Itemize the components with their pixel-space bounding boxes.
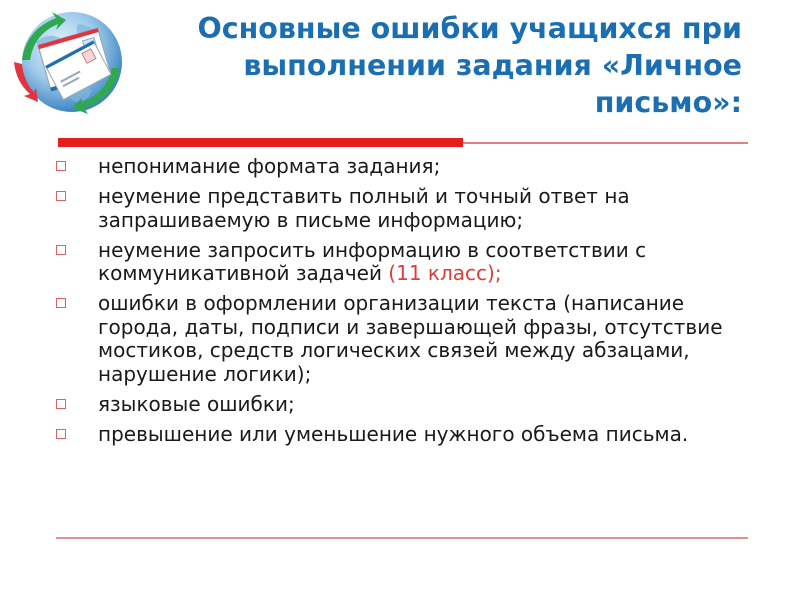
list-item bbox=[56, 239, 746, 286]
square-bullet-icon bbox=[56, 399, 66, 409]
list-item bbox=[56, 185, 746, 232]
list-item-text: ошибки в оформлении организации текста (написание города, даты, подписи и завершающей фразы, отсутствие мостиков, средств логических связей между абзацами, нарушение логики); bbox=[98, 291, 723, 386]
list-item bbox=[56, 155, 746, 179]
square-bullet-icon bbox=[56, 298, 66, 308]
list-item-text: неумение запросить информацию в соответствии с коммуникативной задачей bbox=[98, 237, 647, 285]
square-bullet-icon bbox=[56, 429, 66, 439]
globe-envelope-icon bbox=[8, 2, 140, 120]
bottom-divider bbox=[56, 537, 748, 539]
list-item-text: неумение представить полный и точный ответ на запрашиваемую в письме информацию; bbox=[98, 184, 630, 232]
title-divider-accent bbox=[58, 138, 463, 147]
list-item-accent: (11 класс); bbox=[388, 261, 502, 285]
square-bullet-icon bbox=[56, 161, 66, 171]
square-bullet-icon bbox=[56, 245, 66, 255]
list-item-text: превышение или уменьшение нужного объема письма. bbox=[98, 421, 689, 446]
list-item bbox=[56, 393, 746, 417]
square-bullet-icon bbox=[56, 191, 66, 201]
list-item bbox=[56, 423, 746, 447]
list-item-text: непонимание формата задания; bbox=[98, 154, 441, 178]
page-title: Основные ошибки учащихся при выполнении задания «Личное письмо»: bbox=[197, 12, 742, 119]
list-item bbox=[56, 292, 746, 386]
list-item-text: языковые ошибки; bbox=[98, 391, 295, 416]
bullet-list bbox=[56, 155, 746, 453]
